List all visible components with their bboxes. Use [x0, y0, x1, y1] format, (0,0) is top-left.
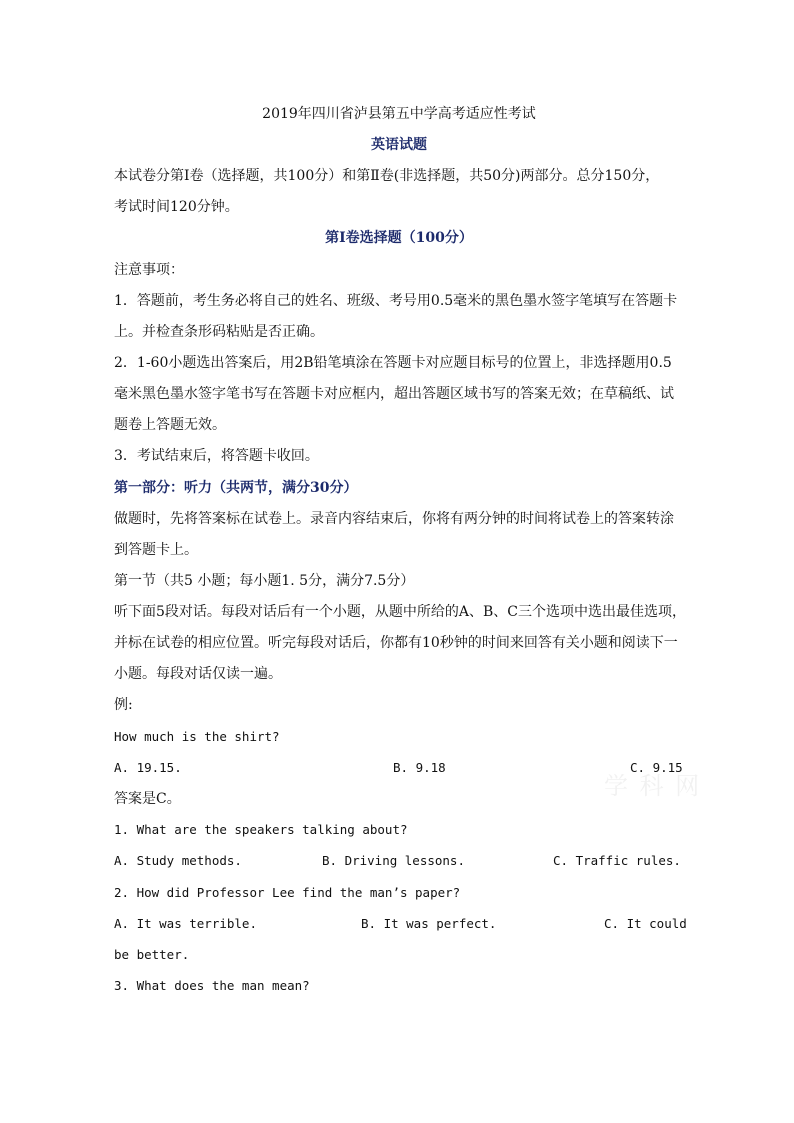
question-2: 2. How did Professor Lee find the man’s paper?: [114, 885, 461, 900]
note-1-line-1: 1．答题前，考生务必将自己的姓名、班级、考号用0.5毫米的黑色墨水签字笔填写在答题卡: [114, 293, 678, 309]
example-option-c: C. 9.15: [630, 760, 683, 775]
note-2-line-1: 2．1-60小题选出答案后，用2B铅笔填涂在答题卡对应题目标号的位置上，非选择题用0.5: [114, 355, 672, 371]
instructions-line-2: 并标在试卷的相应位置。听完每段对话后，你都有10秒钟的时间来回答有关小题和阅读下一: [114, 635, 678, 651]
question-3: 3. What does the man mean?: [114, 978, 310, 993]
note-3: 3．考试结束后，将答题卡收回。: [114, 448, 319, 464]
question-2-option-b: B. It was perfect.: [361, 916, 497, 931]
question-1-option-a: A. Study methods.: [114, 853, 242, 868]
notes-title: 注意事项：: [114, 262, 184, 278]
exam-title: 2019年四川省泸县第五中学高考适应性考试: [262, 106, 536, 122]
intro-line-2: 考试时间120分钟。: [114, 199, 239, 215]
example-option-a: A. 19.15.: [114, 760, 182, 775]
part-1-desc-line-2: 到答题卡上。: [114, 542, 198, 558]
question-1: 1. What are the speakers talking about?: [114, 822, 408, 837]
part-1-title: 第一部分：听力（共两节，满分30分）: [114, 480, 358, 496]
example-label: 例:: [114, 697, 133, 713]
question-2-option-c: C. It could: [604, 916, 687, 931]
example-answer: 答案是C。: [114, 791, 181, 807]
part-1-section-1: 第一节（共5 小题；每小题1. 5分，满分7.5分）: [114, 573, 415, 589]
question-2-option-c-continued: be better.: [114, 947, 190, 962]
instructions-line-3: 小题。每段对话仅读一遍。: [114, 666, 282, 682]
instructions-line-1: 听下面5段对话。每段对话后有一个小题，从题中所给的A、B、C三个选项中选出最佳选项，: [114, 604, 687, 620]
question-1-option-b: B. Driving lessons.: [322, 853, 465, 868]
question-1-option-c: C. Traffic rules.: [553, 853, 681, 868]
example-option-b: B. 9.18: [393, 760, 446, 775]
question-2-option-a: A. It was terrible.: [114, 916, 257, 931]
intro-line-1: 本试卷分第Ⅰ卷（选择题，共100分）和第Ⅱ卷(非选择题，共50分)两部分。总分150分，: [114, 168, 660, 184]
note-1-line-2: 上。并检查条形码粘贴是否正确。: [114, 324, 324, 340]
note-2-line-3: 题卷上答题无效。: [114, 417, 226, 433]
subject-title: 英语试题: [371, 137, 427, 153]
example-question: How much is the shirt?: [114, 729, 280, 744]
part-1-desc-line-1: 做题时，先将答案标在试卷上。录音内容结束后，你将有两分钟的时间将试卷上的答案转涂: [114, 511, 674, 527]
note-2-line-2: 毫米黑色墨水签字笔书写在答题卡对应框内，超出答题区域书写的答案无效；在草稿纸、试: [114, 386, 674, 402]
section-1-title: 第Ⅰ卷选择题（100分）: [325, 230, 473, 246]
watermark: 学 科 网: [604, 772, 702, 800]
